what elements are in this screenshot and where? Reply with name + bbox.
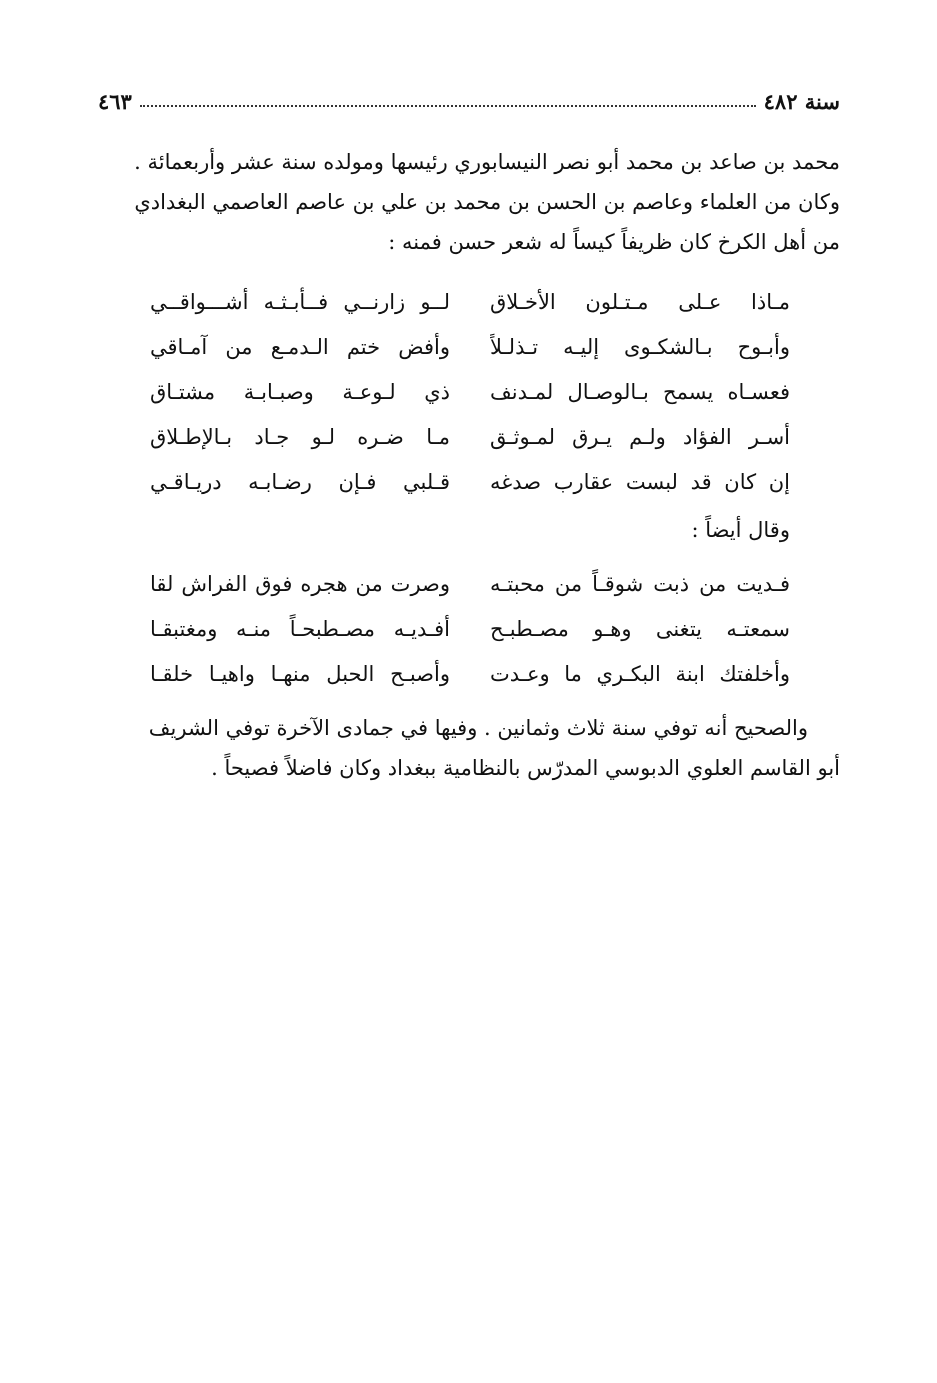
closing-paragraph [98,708,840,788]
dotted-leader [140,105,756,107]
second-hemistich: وأصبـح الحبل منهـا واهيـا خلقـا [150,662,450,686]
verse-line [150,652,790,697]
verse-line [150,370,790,415]
second-hemistich: وأفض ختم الـدمـع من آمـاقي [150,335,450,359]
text-line: محمد بن صاعد بن محمد أبو نصر النيسابوري رئيسها ومولده سنة عشر وأربعمائة . [134,150,840,174]
verse-line [150,562,790,607]
first-hemistich: أسـر الفؤاد ولـم يـرق لمـوثـق [490,425,790,449]
running-head [98,84,840,114]
second-hemistich: ذي لـوعـة وصبـابـة مشتـاق [150,380,450,404]
second-hemistich: وصرت من هجره فوق الفراش لقا [150,572,450,596]
first-hemistich: إن كان قد لبست عقارب صدغه [490,470,790,494]
page-number: ٤٦٣ [98,89,132,114]
first-hemistich: وأبـوح بـالشكـوى إليـه تـذلـلاً [490,335,790,359]
text-line: من أهل الكرخ كان ظريفاً كيساً له شعر حسن فمنه : [388,230,840,254]
first-hemistich: مـاذا عـلى مـتـلون الأخـلاق [490,290,790,314]
verse-line [150,280,790,325]
text-line: أبو القاسم العلوي الدبوسي المدرّس بالنظامية ببغداد وكان فاضلاً فصيحاً . [211,756,840,780]
first-hemistich: فعسـاه يسمح بـالوصـال لمـدنف [490,380,790,404]
second-hemistich: مـا ضـره لـو جـاد بـالإطـلاق [150,425,450,449]
verse-line [150,325,790,370]
text-line: والصحيح أنه توفي سنة ثلاث وثمانين . وفيها في جمادى الآخرة توفي الشريف [148,716,808,740]
second-hemistich: أفـديـه مصـطبحـاً منـه ومغتبقـا [150,617,450,641]
text-line: وكان من العلماء وعاصم بن الحسن بن محمد بن علي بن عاصم العاصمي البغدادي [134,190,840,214]
verse-line [150,460,790,505]
verse-line [150,607,790,652]
first-hemistich: سمعتـه يتغنى وهـو مصـطبـح [490,617,790,641]
second-hemistich: لــو زارنــي فــأبـثـه أشـــواقــي [150,290,450,314]
poem-first [150,280,790,505]
verse-line [150,415,790,460]
first-hemistich: فـديت من ذبت شوقـاً من محبتـه [490,572,790,596]
year-heading: سنة ٤٨٢ [763,89,840,114]
said-also-line: وقال أيضاً : [691,518,790,542]
poem-second [150,562,790,697]
second-hemistich: قـلبي فـإن رضـابـه دريـاقـي [150,470,450,494]
opening-paragraph [98,142,840,262]
first-hemistich: وأخلفتك ابنة البكـري ما وعـدت [490,662,790,686]
